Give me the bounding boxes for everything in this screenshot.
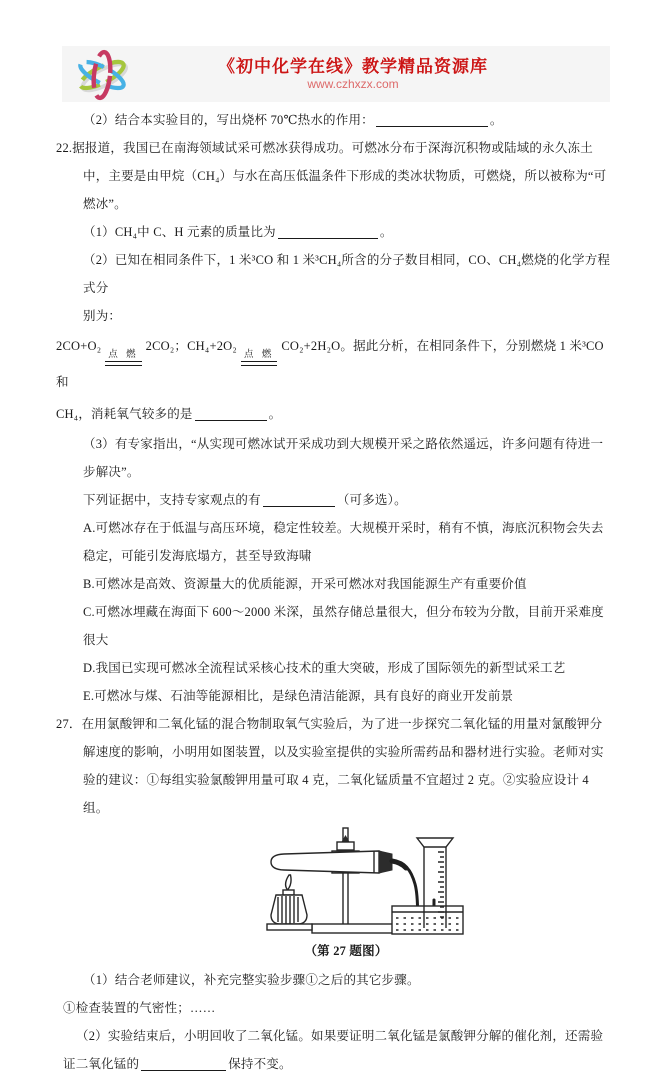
q22-part2-line2: 别为： xyxy=(83,309,122,323)
q27-apparatus-figure xyxy=(226,826,466,938)
rubber-connector-icon xyxy=(392,861,406,868)
equation-2-right: CO₂+2H₂O。 xyxy=(281,339,354,353)
figure-caption: （第 27 题图） xyxy=(304,944,388,958)
q22-part3-line1: （3）有专家指出，“从实现可燃冰试开采成功到大规模开采之路依然遥远，许多问题有待进一步解决”。 xyxy=(83,437,604,479)
q22-equations-line2 xyxy=(56,398,614,430)
q27-part2 xyxy=(56,1022,614,1078)
option-A: A.可燃冰存在于低温与高压环境，稳定性较差。大规模开采时，稍有不慎，海底沉积物会失去稳定，可能引发海底塌方，甚至导致海啸 xyxy=(83,521,604,563)
equation-1-right: 2CO₂； xyxy=(145,339,188,353)
equation-1-left: 2CO+O₂ xyxy=(56,339,102,353)
q27-part2-suffix: 保持不变。 xyxy=(228,1057,292,1071)
equals-double-line xyxy=(241,362,277,366)
option-B: B.可燃冰是高效、资源量大的优质能源，开采可燃冰对我国能源生产有重要价值 xyxy=(83,577,527,591)
answer-blank xyxy=(263,493,335,507)
q22-part1 xyxy=(56,218,614,246)
q27-step1: ①检查装置的气密性；…… xyxy=(63,1001,216,1015)
q22-part3-line2 xyxy=(56,486,614,514)
test-tube-icon xyxy=(271,851,392,873)
prev-question-part2 xyxy=(56,106,614,134)
alcohol-lamp-icon xyxy=(267,875,312,930)
question-27-stem: 27．在用氯酸钾和二氧化锰的混合物制取氧气实验后，为了进一步探究二氧化锰的用量对氯酸钾分解速度的影响，小明用如图装置，以及实验室提供的实验所需药品和器材进行实验。老师对实验的建议：①每组实验氯酸钾用量可取 4 克，二氧化锰质量不宜超过 2 克。②实验应设计 4 组。 xyxy=(56,717,604,815)
site-title: 《初中化学在线》教学精品资源库 xyxy=(218,56,488,76)
q22-part3-suffix: （可多选）。 xyxy=(336,493,407,507)
q22-part3-text: 下列证据中，支持专家观点的有 xyxy=(83,493,261,507)
option-E: E.可燃冰与煤、石油等能源相比，是绿色清洁能源，具有良好的商业开发前景 xyxy=(83,689,514,703)
site-header-banner xyxy=(62,46,610,102)
answer-blank xyxy=(141,1057,226,1071)
atom-logo-icon xyxy=(62,46,142,102)
answer-blank xyxy=(195,407,267,421)
q22-part1-text: （1）CH₄中 C、H 元素的质量比为 xyxy=(83,225,276,239)
q27-part1: （1）结合老师建议，补充完整实验步骤①之后的其它步骤。 xyxy=(83,973,420,987)
q22-part2-line1: （2）已知在相同条件下，1 米³CO 和 1 米³CH₄所含的分子数目相同，CO、CH₄燃烧的化学方程式分 xyxy=(83,253,611,295)
ignition-condition-label: 点 燃 xyxy=(241,350,277,362)
answer-blank xyxy=(376,113,488,127)
option-D: D.我国已实现可燃冰全流程试采核心技术的重大突破，形成了国际领先的新型试采工艺 xyxy=(83,661,566,675)
ignition-condition-label: 点 燃 xyxy=(105,350,141,362)
site-url-link[interactable]: www.czhxzx.com xyxy=(307,76,399,91)
q22-chemical-equations xyxy=(56,330,614,398)
q22-part1-period: 。 xyxy=(379,225,393,239)
question-22-stem: 22.据报道，我国已在南海领域试采可燃冰获得成功。可燃冰分布于深海沉积物或陆域的永久冻土中，主要是由甲烷（CH₄）与水在高压低温条件下形成的类冰状物质，可燃烧，所以被称为“可燃冰”。 xyxy=(56,141,607,211)
ignition-condition xyxy=(105,350,141,366)
prev-question-period: 。 xyxy=(489,113,503,127)
equation-2-left: CH₄+2O₂ xyxy=(187,339,237,353)
option-C: C.可燃冰埋藏在海面下 600～2000 米深，虽然存储总量很大，但分布较为分散，目前开采难度很大 xyxy=(83,605,604,647)
ignition-condition xyxy=(241,350,277,366)
equals-double-line xyxy=(105,362,141,366)
water-trough-icon xyxy=(392,906,463,934)
prev-question-text: （2）结合本实验目的，写出烧杯 70℃热水的作用： xyxy=(83,113,374,127)
answer-blank xyxy=(278,225,378,239)
q27-part2-text: （2）实验结束后，小明回收了二氧化锰。如果要证明二氧化锰是氯酸钾分解的催化剂，还需验证二氧化锰的 xyxy=(63,1029,604,1071)
equation-analysis-text: 据此分析，在相同条件下，分别燃烧 1 米³CO 和 xyxy=(56,339,604,389)
document-body xyxy=(56,106,614,1078)
oxygen-question-text: CH₄，消耗氧气较多的是 xyxy=(56,407,193,421)
header-text-block xyxy=(142,57,610,92)
oxygen-question-period: 。 xyxy=(268,407,282,421)
